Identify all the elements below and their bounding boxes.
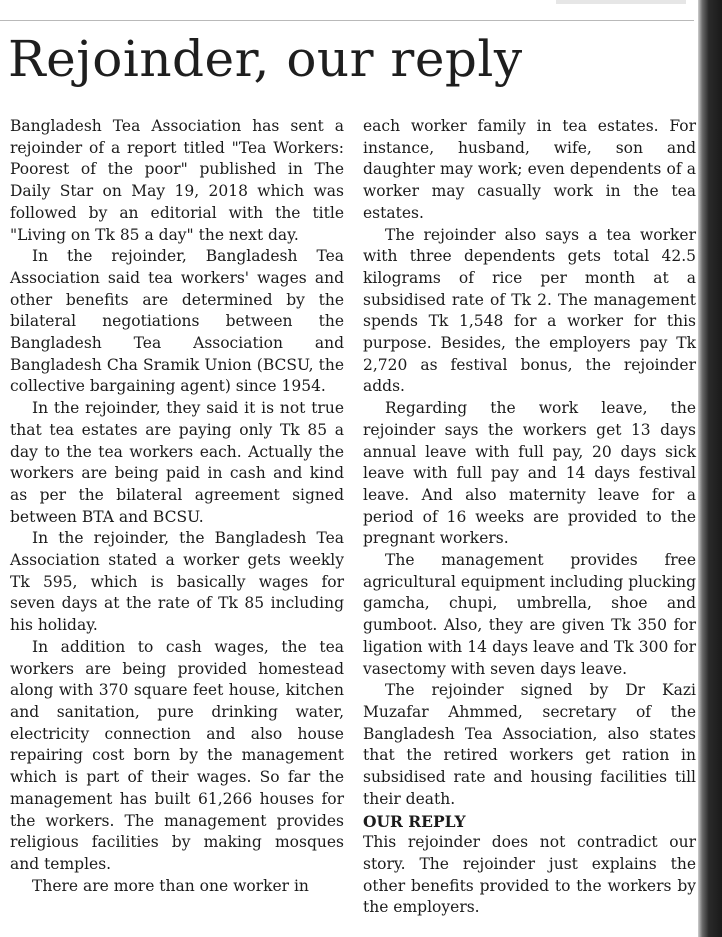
top-divider-rule	[0, 20, 694, 21]
paragraph: The rejoinder also says a tea worker with three dependents gets total 42.5 kilograms of rice per month at a subsidised rate of Tk 2. The management spends Tk 1,548 for a worker for this purpose. Besides, the employers pay Tk 2,720 as festival bonus, the rejoinder adds.	[363, 225, 696, 396]
paragraph: In addition to cash wages, the tea workers are being provided homestead along with 370 square feet house, kitchen and sanitation, pure drinking water, electricity connection and also house repairing cost born by the management which is part of their wages. So far the management has built 61,266 houses for the workers. The management provides religious facilities by making mosques and temples.	[10, 637, 344, 873]
right-column	[363, 116, 696, 919]
paragraph: The rejoinder signed by Dr Kazi Muzafar Ahmmed, secretary of the Bangladesh Tea Association, also states that the retired workers get ration in subsidised rate and housing facilities till their death.	[363, 681, 696, 808]
paragraph: In the rejoinder, Bangladesh Tea Association said tea workers' wages and other benefits are determined by the bilateral negotiations between the Bangladesh Tea Association and Bangladesh Cha Sramik Union (BCSU, the collective bargaining agent) since 1954.	[10, 247, 344, 396]
reply-paragraph: This rejoinder does not contradict our story. The rejoinder just explains the other benefits provided to the workers by the employers.	[363, 833, 696, 917]
top-edge-strip	[556, 0, 686, 4]
paragraph: In the rejoinder, the Bangladesh Tea Association stated a worker gets weekly Tk 595, which is basically wages for seven days at the rate of Tk 85 including his holiday.	[10, 529, 344, 635]
reply-heading: OUR REPLY	[363, 811, 466, 831]
paragraph: In the rejoinder, they said it is not true that tea estates are paying only Tk 85 a day to the tea workers each. Actually the workers are being paid in cash and kind as per the bilateral agreement signed between BTA and BCSU.	[10, 399, 344, 526]
paragraph: The management provides free agricultural equipment including plucking gamcha, chupi, umbrella, shoe and gumboot. Also, they are given Tk 350 for ligation with 14 days leave and Tk 300 for vasectomy with seven days leave.	[363, 551, 696, 678]
paragraph: Regarding the work leave, the rejoinder says the workers get 13 days annual leave with full pay, 20 days sick leave with full pay and 14 days festival leave. And also maternity leave for a period of 16 weeks are provided to the pregnant workers.	[363, 399, 696, 548]
paragraph: There are more than one worker in	[32, 876, 309, 895]
page-edge-shadow	[698, 0, 722, 937]
left-column	[10, 116, 344, 897]
article-headline: Rejoinder, our reply	[8, 30, 523, 88]
paragraph: Bangladesh Tea Association has sent a rejoinder of a report titled "Tea Workers: Poorest of the poor" published in The Daily Star on May 19, 2018 which was followed by an editorial with the title "Living on Tk 85 a day" the next day.	[10, 117, 344, 244]
paragraph: each worker family in tea estates. For instance, husband, wife, son and daughter may work; even dependents of a worker may casually work in the tea estates.	[363, 117, 696, 222]
